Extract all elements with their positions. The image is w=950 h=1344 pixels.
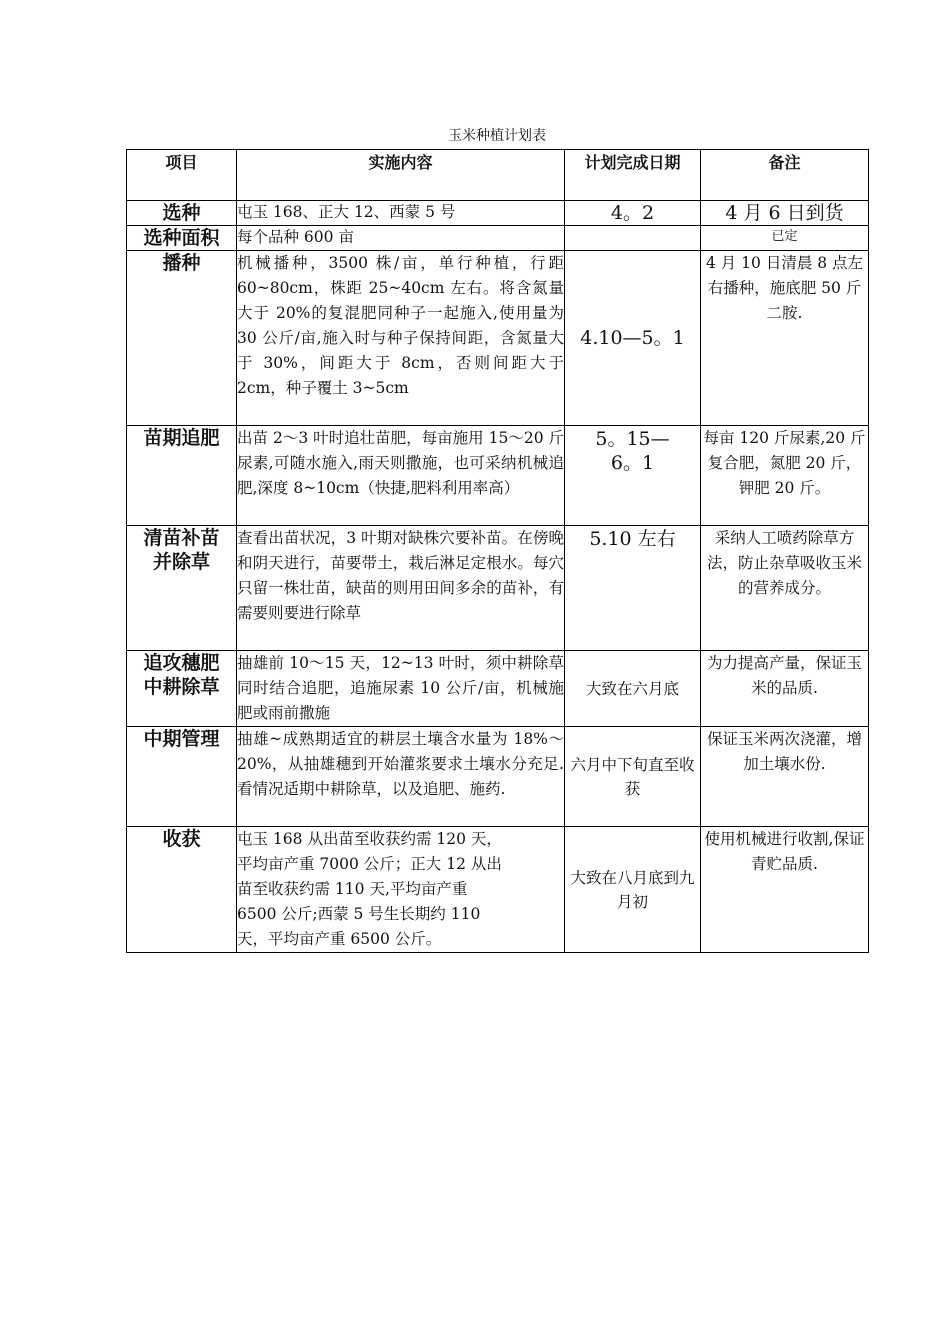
table-row [127,827,869,953]
document-title: 玉米种植计划表 [448,128,546,144]
table-header-row [127,150,869,201]
header-date: 计划完成日期 [565,150,701,201]
header-content: 实施内容 [237,150,565,201]
row-item: 播种 [127,251,237,426]
table-row [127,727,869,827]
row-note: 保证玉米两次浇灌，增加土壤水份. [701,727,869,827]
row-date: 4。2 [565,201,701,226]
row-item: 选种面积 [127,226,237,251]
row-content: 机械播种，3500 株/亩，单行种植，行距 60~80cm，株距 25~40cm 左右。将含氮量大于 20%的复混肥同种子一起施入,使用量为 30 公斤/亩,施入时与种子保持间距，含氮量大于 30%，间距大于 8cm，否则间距大于 2cm，种子覆土 3~5cm [237,251,565,426]
row-item: 追攻穗肥 中耕除草 [127,651,237,727]
row-date: 大致在六月底 [565,651,701,727]
row-item: 收获 [127,827,237,953]
table-row [127,651,869,727]
table-row [127,526,869,651]
row-date [565,226,701,251]
row-note: 使用机械进行收割,保证青贮品质. [701,827,869,953]
row-date: 4.10—5。1 [565,251,701,426]
table-row [127,251,869,426]
row-note: 4 月 6 日到货 [701,201,869,226]
planting-plan-table [126,149,869,953]
row-item: 中期管理 [127,727,237,827]
row-content: 每个品种 600 亩 [237,226,565,251]
row-note: 每亩 120 斤尿素,20 斤复合肥，氮肥 20 斤，钾肥 20 斤。 [701,426,869,526]
row-item: 清苗补苗 并除草 [127,526,237,651]
row-date: 5。15— 6。1 [565,426,701,526]
row-content: 抽雄前 10～15 天，12~13 叶时，须中耕除草同时结合追肥，追施尿素 10 公斤/亩，机械施肥或雨前撒施 [237,651,565,727]
row-content: 抽雄~成熟期适宜的耕层土壤含水量为 18%～20%，从抽雄穗到开始灌浆要求土壤水分充足.看情况适期中耕除草，以及追肥、施药. [237,727,565,827]
header-note: 备注 [701,150,869,201]
row-content: 屯玉 168、正大 12、西蒙 5 号 [237,201,565,226]
table-row [127,226,869,251]
row-item: 苗期追肥 [127,426,237,526]
row-date: 5.10 左右 [565,526,701,651]
table-row [127,426,869,526]
row-note: 4 月 10 日清晨 8 点左右播种，施底肥 50 斤二胺. [701,251,869,426]
row-date: 大致在八月底到九月初 [565,827,701,953]
row-content: 屯玉 168 从出苗至收获约需 120 天， 平均亩产重 7000 公斤；正大 12 从出 苗至收获约需 110 天,平均亩产重 6500 公斤;西蒙 5 号生长期约 110 天，平均亩产重 6500 公斤。 [237,827,565,953]
row-item: 选种 [127,201,237,226]
row-date: 六月中下旬直至收获 [565,727,701,827]
row-content: 出苗 2～3 叶时追壮苗肥，每亩施用 15～20 斤尿素,可随水施入,雨天则撒施，也可采纳机械追肥,深度 8~10cm（快捷,肥料利用率高） [237,426,565,526]
row-note: 为力提高产量，保证玉米的品质. [701,651,869,727]
header-item: 项目 [127,150,237,201]
row-note: 已定 [701,226,869,251]
row-content: 查看出苗状况，3 叶期对缺株穴要补苗。在傍晚和阴天进行，苗要带土，栽后淋足定根水。每穴只留一株壮苗，缺苗的则用田间多余的苗补，有需要则要进行除草 [237,526,565,651]
row-note: 采纳人工喷药除草方法，防止杂草吸收玉米的营养成分。 [701,526,869,651]
table-row [127,201,869,226]
